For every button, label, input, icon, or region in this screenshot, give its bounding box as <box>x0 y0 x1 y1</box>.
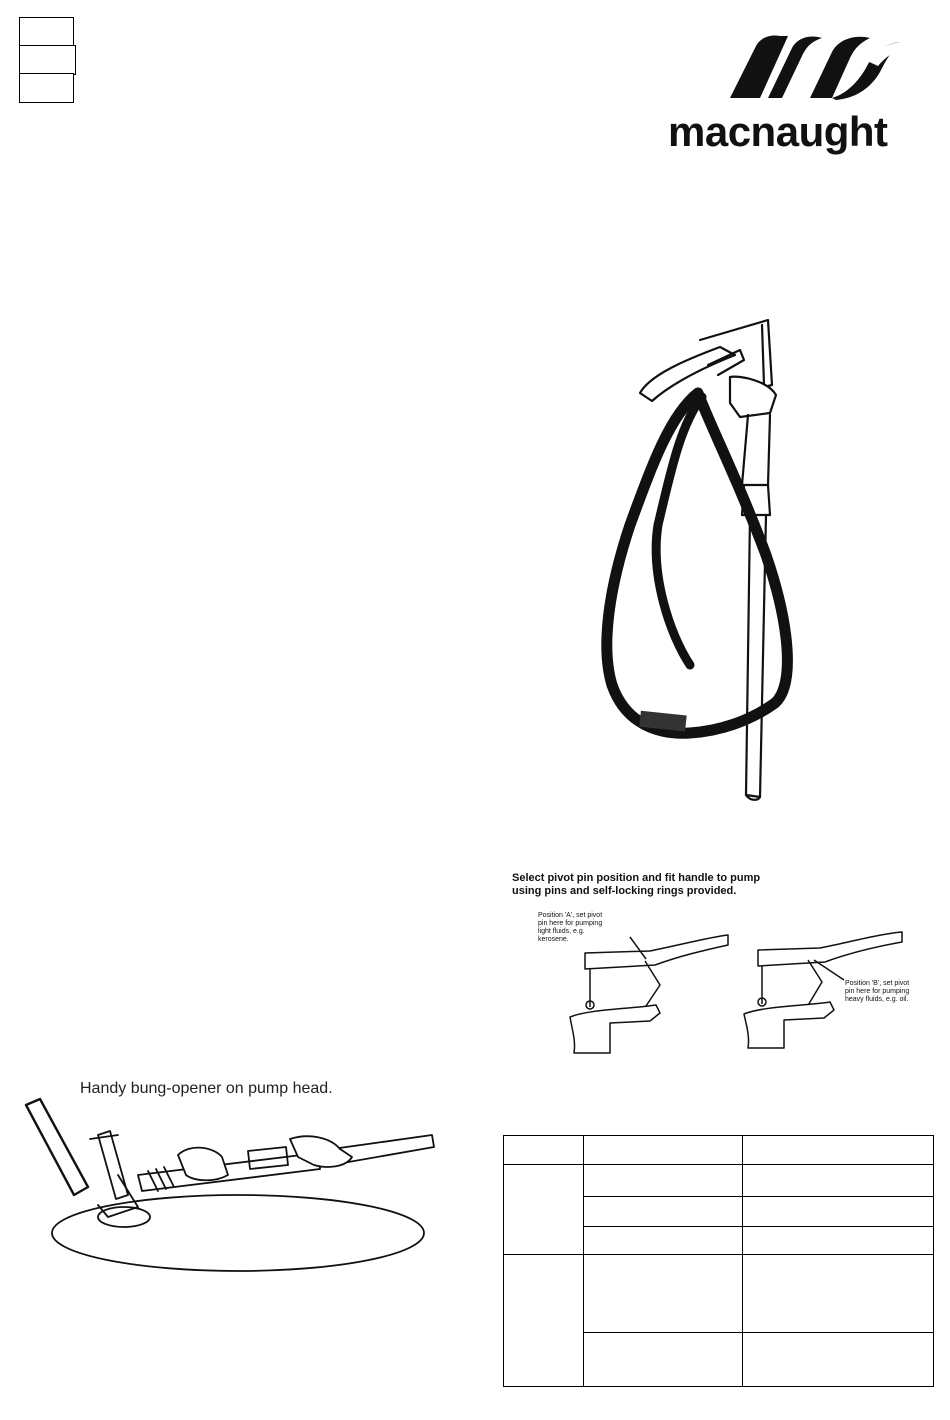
table-row <box>504 1255 934 1333</box>
table-cell <box>743 1227 934 1255</box>
position-a-line-1: Position 'A', set pivot <box>538 912 603 919</box>
table-cell <box>584 1227 743 1255</box>
brand-logo <box>660 20 930 160</box>
macnaught-m-logo-icon <box>660 20 930 110</box>
position-a-line-4: kerosene. <box>538 936 569 943</box>
table-cell <box>743 1165 934 1197</box>
table-cell <box>743 1136 934 1165</box>
pivot-title-line-1: Select pivot pin position and fit handle to pump <box>512 872 761 884</box>
table-cell <box>504 1165 584 1255</box>
bung-opener-caption: Handy bung-opener on pump head. <box>80 1080 333 1097</box>
table-cell <box>584 1255 743 1333</box>
table-cell <box>584 1136 743 1165</box>
pivot-position-b-illustration-icon <box>740 920 920 1050</box>
header-box-3 <box>19 73 74 103</box>
header-box-2 <box>19 45 76 75</box>
table-cell <box>584 1333 743 1387</box>
table-row <box>504 1165 934 1197</box>
pivot-position-a-illustration-icon <box>560 925 740 1055</box>
position-a-line-2: pin here for pumping <box>538 920 603 927</box>
table-cell <box>743 1197 934 1227</box>
pivot-title-line-2: using pins and self-locking rings provided. <box>512 885 737 897</box>
bung-opener-illustration-icon <box>18 1095 438 1275</box>
drum-pump-illustration-icon <box>590 305 810 815</box>
table-header-row <box>504 1136 934 1165</box>
position-b-line-2: pin here for pumping <box>845 988 910 995</box>
table-cell <box>584 1197 743 1227</box>
table-cell <box>743 1255 934 1333</box>
pivot-instruction-title <box>512 872 812 898</box>
table-cell <box>504 1255 584 1387</box>
specification-table <box>503 1135 934 1387</box>
table-cell <box>743 1333 934 1387</box>
position-b-line-3: heavy fluids, e.g. oil. <box>845 996 909 1003</box>
position-a-line-3: light fluids, e.g. <box>538 928 585 935</box>
position-b-line-1: Position 'B', set pivot <box>845 980 910 987</box>
table-cell <box>504 1136 584 1165</box>
header-box-1 <box>19 17 74 47</box>
table-cell <box>584 1165 743 1197</box>
brand-wordmark: macnaught <box>668 108 888 155</box>
